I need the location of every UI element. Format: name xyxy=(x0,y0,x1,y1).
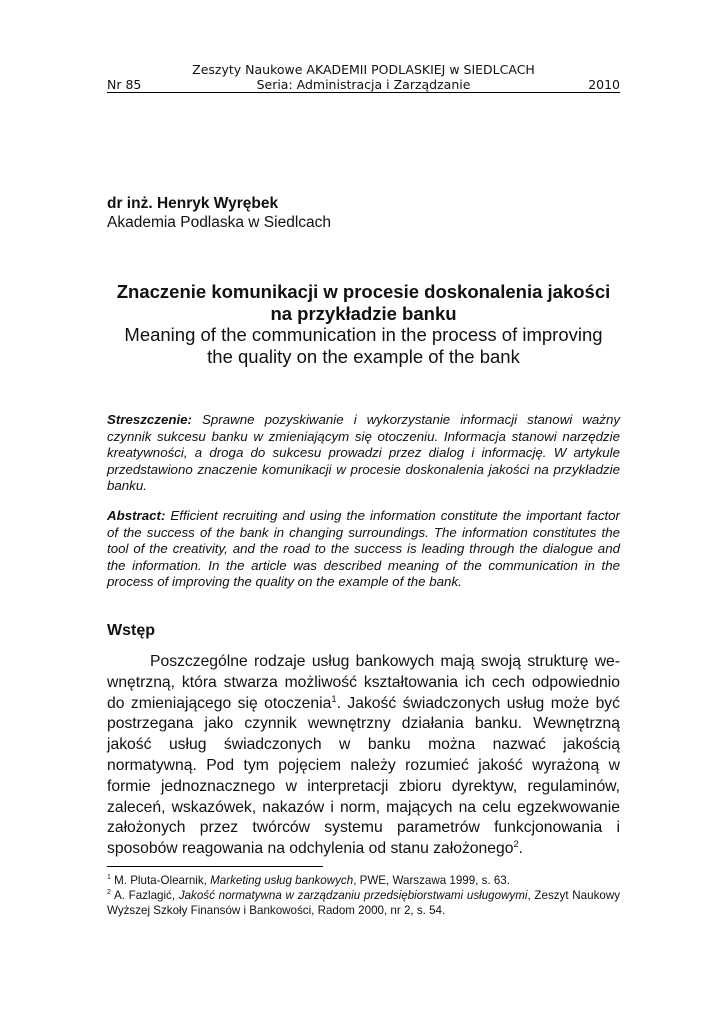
footnote-2-details: , Zeszyt Naukowy Wyższej Szkoły Finansów i Bankowości, Radom 2000, nr 2, s. 54. xyxy=(107,889,620,917)
abstract-polish xyxy=(107,412,620,495)
abstract-english-label: Abstract: xyxy=(107,508,166,523)
paragraph-text-part-1: Poszczególne rodzaje usług bankowych mają swoją strukturę wewnętrzną, która stwarza możliwość kształtowania ich cech odpowiednio do zmieniającego się otoczenia xyxy=(107,653,620,712)
abstract-polish-text: Sprawne pozyskiwanie i wykorzystanie informacji stanowi ważny czynnik sukcesu banku w zmieniającym się otoczeniu. Informacja stanowi narzędzie kreatywności, a droga do sukcesu prowadzi przez dialog i informację. W artykule przedstawiono znaczenie komunikacji w procesie doskonalenia jakości na przykładzie banku. xyxy=(107,412,620,494)
author-affiliation: Akademia Podlaska w Siedlcach xyxy=(107,214,332,231)
footnote-2 xyxy=(107,888,620,918)
author-name: dr inż. Henryk Wyrębek xyxy=(107,195,279,212)
paragraph-end: . xyxy=(518,840,524,858)
issue-number: Nr 85 xyxy=(107,77,142,92)
abstract-english-text: Efficient recruiting and using the information constitute the important factor of the success of the bank in changing surroundings. The information constitutes the tool of the creativity, and the road to the success is leading through the dialogue and the information. In the article was described meaning of the communication in the process of improving the quality on the example of the bank. xyxy=(107,508,620,590)
paragraph-text-part-2: . Jakość świadczonych usług może być postrzegana jako czynnik wewnętrzny działania banku. Wewnętrzną jakość usług świadczonych w banku można nazwać jakością normatywną. Pod tym pojęciem należy rozumieć jakość wyrażoną w formie jednoznacznego w interpretacji zbioru dyrektyw, regulaminów, zaleceń, wskazówek, nakazów i norm, mających na celu egzekwowanie założonych przez twórców systemu parametrów funkcjonowania i sposobów reagowania na odchylenia od stanu założonego xyxy=(107,694,620,858)
title-polish-line-2: na przykładzie banku xyxy=(270,302,457,324)
publication-year: 2010 xyxy=(588,77,620,92)
footnote-divider xyxy=(107,866,323,867)
footnote-ref-2: 2 xyxy=(513,837,519,849)
footnote-1-title: Marketing usług bankowych xyxy=(210,874,354,887)
footnote-1 xyxy=(107,873,620,888)
body-text xyxy=(107,652,620,860)
abstract-english xyxy=(107,508,620,591)
footnote-ref-1: 1 xyxy=(331,692,337,704)
title-english-line-1: Meaning of the communication in the process of improving xyxy=(124,324,603,345)
footnote-1-details: , PWE, Warszawa 1999, s. 63. xyxy=(353,874,510,887)
series-name: Seria: Administracja i Zarządzanie xyxy=(256,77,471,92)
footnote-1-number: 1 xyxy=(107,874,111,882)
abstract-polish-label: Streszczenie: xyxy=(107,412,192,427)
footnote-2-author: A. Fazlagić, xyxy=(110,889,179,902)
title-english-line-2: the quality on the example of the bank xyxy=(207,345,520,367)
footnote-2-title: Jakość normatywna w zarządzaniu przedsiębiorstwami usługowymi xyxy=(178,889,528,902)
author-block xyxy=(107,194,331,232)
title-polish-line-1: Znaczenie komunikacji w procesie doskonalenia jakości xyxy=(116,281,611,302)
footnote-2-number: 2 xyxy=(107,889,111,897)
running-header xyxy=(107,62,620,92)
footnote-1-author: M. Pluta-Olearnik, xyxy=(110,874,211,887)
section-heading: Wstęp xyxy=(107,622,155,639)
article-title xyxy=(107,281,620,367)
header-divider xyxy=(107,92,620,93)
journal-name: Zeszyty Naukowe AKADEMII PODLASKIEJ w SIEDLCACH xyxy=(192,62,535,77)
footnotes xyxy=(107,873,620,918)
header-row xyxy=(107,77,620,92)
paragraph xyxy=(107,652,620,860)
